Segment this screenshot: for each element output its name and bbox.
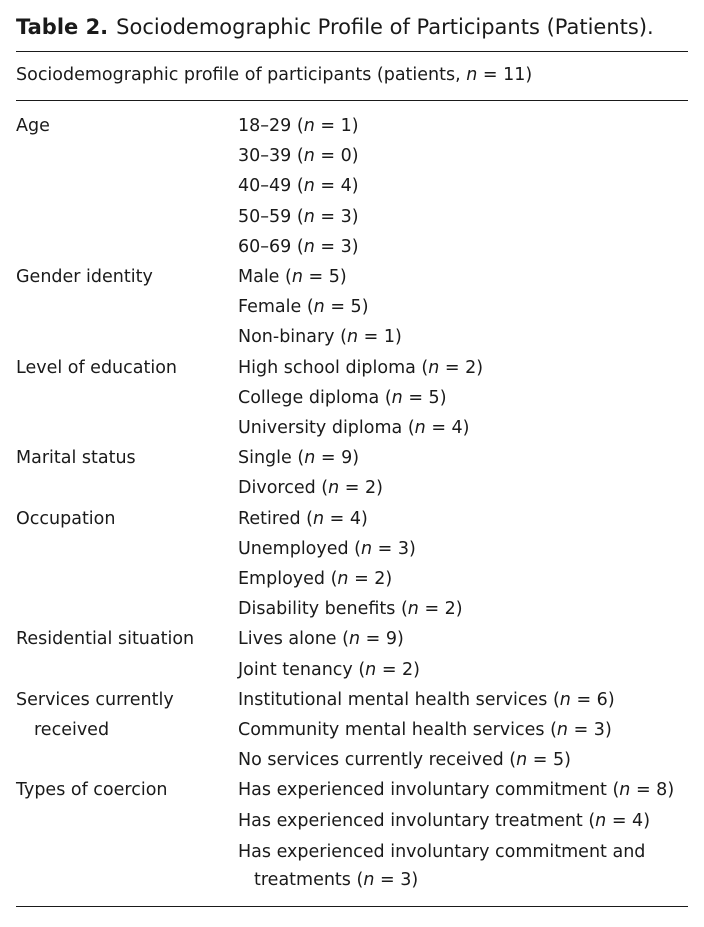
n-symbol: n <box>303 116 315 136</box>
n-symbol: n <box>363 869 375 890</box>
item-count: = 1) <box>314 116 359 136</box>
n-symbol: n <box>619 780 631 801</box>
item-count: = 3) <box>314 236 359 257</box>
item-count: = 5) <box>302 267 347 288</box>
item-label: Divorced ( <box>238 478 329 499</box>
table-row-group <box>16 624 688 684</box>
table-body <box>16 101 688 906</box>
category-items <box>238 775 688 893</box>
item-count: = 4) <box>324 508 368 529</box>
item-label: Lives alone ( <box>238 629 349 650</box>
item-label: No services currently received ( <box>238 750 517 771</box>
table-2 <box>16 0 688 907</box>
table-row <box>238 202 688 232</box>
table-row <box>238 564 688 594</box>
category-items <box>238 353 688 444</box>
n-symbol: n <box>346 327 359 348</box>
table-header-prefix: Sociodemographic profile of participants (patients, <box>16 65 467 85</box>
item-label: Retired ( <box>238 508 313 529</box>
table-row <box>238 473 688 503</box>
category-label: Marital status <box>16 448 136 469</box>
table-caption-title: Sociodemographic Profile of Participants (Patients). <box>116 15 654 39</box>
n-symbol: n <box>303 236 315 257</box>
item-count: = 1) <box>358 327 402 348</box>
item-label: 60–69 ( <box>238 236 304 257</box>
item-label: Has experienced involuntary commitment and treatments ( <box>238 841 646 890</box>
item-label: 30–39 ( <box>238 146 304 167</box>
table-header-suffix: = 11) <box>477 65 533 85</box>
n-symbol: n <box>303 146 315 167</box>
item-label: Has experienced involuntary treatment ( <box>238 810 596 831</box>
n-symbol: n <box>516 750 528 771</box>
table-header <box>16 52 688 100</box>
item-count: = 3) <box>314 206 359 227</box>
item-label: Female ( <box>238 297 314 318</box>
category-items <box>238 504 688 625</box>
n-symbol: n <box>328 478 340 499</box>
item-count: = 2) <box>339 478 383 499</box>
table-row <box>238 443 688 473</box>
item-label: Joint tenancy ( <box>238 659 366 680</box>
n-symbol: n <box>361 538 373 559</box>
item-label: 18–29 ( <box>238 116 304 136</box>
table-row <box>238 262 688 292</box>
n-symbol: n <box>312 508 325 529</box>
table-row <box>238 775 688 805</box>
table-row <box>238 836 688 894</box>
n-symbol: n <box>414 418 426 439</box>
item-count: = 2) <box>348 569 393 590</box>
item-label: Unemployed ( <box>238 538 362 559</box>
table-row <box>238 715 688 745</box>
n-symbol: n <box>428 357 440 378</box>
item-count: = 8) <box>630 780 675 801</box>
category-label: Types of coercion <box>16 780 168 801</box>
table-row <box>238 141 688 171</box>
table-row-group <box>16 262 688 353</box>
item-count: = 4) <box>606 810 651 831</box>
item-count: = 3) <box>568 720 612 741</box>
table-row <box>238 413 688 443</box>
table-row <box>238 685 688 715</box>
table-row-group <box>16 353 688 444</box>
item-count: = 5) <box>324 297 369 318</box>
item-count: = 2) <box>439 357 484 378</box>
item-count: = 5) <box>402 387 447 408</box>
n-symbol: n <box>304 448 316 469</box>
item-label: Employed ( <box>238 569 338 590</box>
category-label: Gender identity <box>16 267 153 288</box>
category-items <box>238 111 688 262</box>
table-row <box>238 292 688 322</box>
n-symbol: n <box>365 659 377 680</box>
bottom-rule <box>16 906 688 907</box>
item-count: = 4) <box>425 418 470 439</box>
table-row <box>238 111 688 141</box>
item-count: = 2) <box>376 659 420 680</box>
n-symbol: n <box>313 297 325 318</box>
table-row <box>238 534 688 564</box>
category-label: Occupation <box>16 508 116 529</box>
item-count: = 5) <box>527 750 571 771</box>
n-symbol: n <box>556 720 569 741</box>
table-caption <box>16 0 688 51</box>
item-label: High school diploma ( <box>238 357 429 378</box>
table-row <box>238 745 688 775</box>
item-label: Institutional mental health services ( <box>238 689 560 710</box>
table-row <box>238 322 688 352</box>
table-row-group <box>16 504 688 625</box>
n-symbol: n <box>391 387 403 408</box>
table-row <box>238 655 688 685</box>
item-label: Non-binary ( <box>238 327 347 348</box>
item-count: = 9) <box>315 448 360 469</box>
item-count: = 4) <box>314 176 359 197</box>
table-row <box>238 383 688 413</box>
item-count: = 3) <box>374 869 419 890</box>
item-label: Male ( <box>238 267 292 288</box>
item-count: = 2) <box>418 599 463 620</box>
category-label: Services currently received <box>16 689 174 741</box>
item-count: = 6) <box>570 689 615 710</box>
item-label: Community mental health services ( <box>238 720 557 741</box>
table-row <box>238 806 688 836</box>
table-row-group <box>16 443 688 503</box>
table-caption-label: Table 2. <box>16 15 109 39</box>
category-items <box>238 685 688 776</box>
item-label: 40–49 ( <box>238 176 304 197</box>
category-label: Age <box>16 116 50 136</box>
table-header-n: n <box>466 65 478 85</box>
item-count: = 0) <box>314 146 359 167</box>
item-label: University diploma ( <box>238 418 415 439</box>
table-row <box>238 171 688 201</box>
table-row <box>238 594 688 624</box>
n-symbol: n <box>407 599 419 620</box>
table-row <box>238 624 688 654</box>
table-row-group <box>16 775 688 893</box>
item-label: 50–59 ( <box>238 206 304 227</box>
table-row <box>238 353 688 383</box>
category-items <box>238 624 688 684</box>
item-label: College diploma ( <box>238 387 392 408</box>
table-row <box>238 232 688 262</box>
n-symbol: n <box>303 206 315 227</box>
item-count: = 9) <box>360 629 404 650</box>
table-row <box>238 504 688 534</box>
n-symbol: n <box>559 689 571 710</box>
n-symbol: n <box>348 629 361 650</box>
table-row-group <box>16 685 688 776</box>
item-count: = 3) <box>372 538 416 559</box>
table-row-group <box>16 111 688 262</box>
item-label: Single ( <box>238 448 305 469</box>
category-items <box>238 262 688 353</box>
item-label: Disability benefits ( <box>238 599 408 620</box>
n-symbol: n <box>303 176 315 197</box>
n-symbol: n <box>595 810 607 831</box>
category-label: Level of education <box>16 357 178 378</box>
n-symbol: n <box>337 569 349 590</box>
item-label: Has experienced involuntary commitment ( <box>238 780 620 801</box>
category-label: Residential situation <box>16 629 195 650</box>
n-symbol: n <box>291 267 303 288</box>
category-items <box>238 443 688 503</box>
